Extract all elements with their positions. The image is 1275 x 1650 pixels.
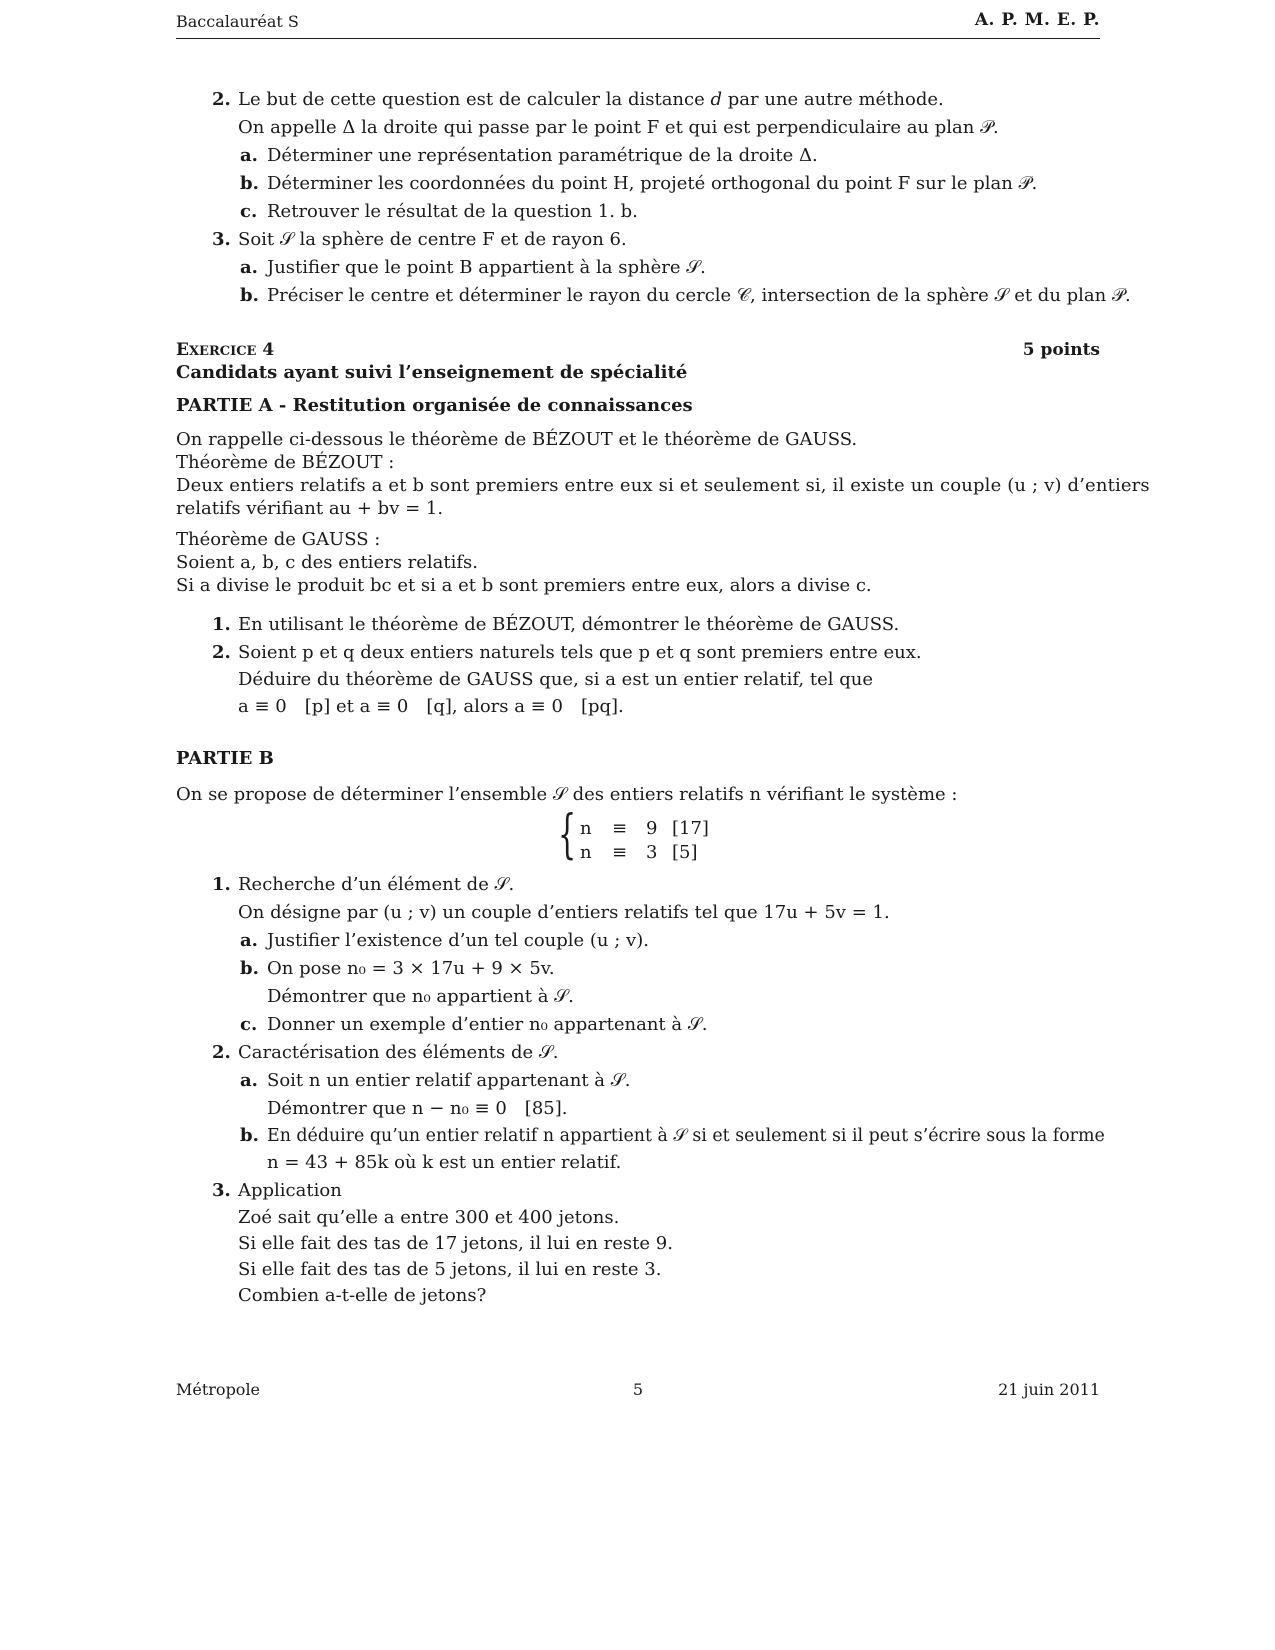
part-b-q3-line5: Combien a-t-elle de jetons? [238, 1285, 487, 1306]
page-content [176, 86, 1150, 1309]
part-b-q2-line1: 2. Caractérisation des éléments de 𝒮. [212, 1042, 559, 1063]
document-page [176, 0, 1150, 1650]
ex3-q3b: b. Préciser le centre et déterminer le rayon du cercle 𝒞, intersection de la sphère 𝒮 et du plan 𝒫. [240, 285, 1131, 306]
part-a-q2-line2: Déduire du théorème de GAUSS que, si a est un entier relatif, tel que [238, 669, 873, 690]
exercise-4-header [176, 336, 1100, 362]
ex3-q2b: b. Déterminer les coordonnées du point H, projeté orthogonal du point F sur le plan 𝒫. [240, 173, 1038, 194]
footer-date: 21 juin 2011 [998, 1380, 1100, 1399]
ex3-q2-line2: On appelle Δ la droite qui passe par le point F et qui est perpendiculaire au plan 𝒫. [238, 117, 999, 138]
header-right: A. P. M. E. P. [974, 10, 1100, 30]
bezout-statement-2: relatifs vérifiant au + bv = 1. [176, 498, 444, 519]
footer-left: Métropole [176, 1380, 261, 1399]
ex3-q2a: a. Déterminer une représentation paramétrique de la droite Δ. [240, 145, 818, 166]
ex3-q3-line1: 3. Soit 𝒮 la sphère de centre F et de rayon 6. [212, 229, 627, 250]
part-b-q2b-line1: b. En déduire qu’un entier relatif n appartient à 𝒮 si et seulement si il peut s’écrire sous la forme [240, 1125, 1105, 1146]
part-a-q1: 1. En utilisant le théorème de BÉZOUT, démontrer le théorème de GAUSS. [212, 614, 900, 635]
gauss-statement-1: Soient a, b, c des entiers relatifs. [176, 552, 479, 573]
part-b-q3-line4: Si elle fait des tas de 5 jetons, il lui en reste 3. [238, 1259, 662, 1280]
part-b-q3-line1: 3. Application [212, 1180, 342, 1201]
system-brace: { [558, 805, 577, 865]
part-b-intro: On se propose de déterminer l’ensemble 𝒮 des entiers relatifs n vérifiant le système : [176, 784, 958, 805]
part-b-title: PARTIE B [176, 748, 274, 769]
exercise-4-points: 5 points [1022, 340, 1100, 360]
bezout-title: Théorème de BÉZOUT : [176, 452, 395, 473]
ex3-q2c: c. Retrouver le résultat de la question 1. b. [240, 201, 638, 222]
page-number: 5 [632, 1380, 644, 1399]
part-a-q2-line1: 2. Soient p et q deux entiers naturels tels que p et q sont premiers entre eux. [212, 642, 922, 663]
part-b-q2a-line1: a. Soit n un entier relatif appartenant à 𝒮. [240, 1070, 631, 1091]
page-header [176, 10, 1100, 39]
part-b-q2a-line2: Démontrer que n − n₀ ≡ 0 [85]. [267, 1098, 568, 1119]
part-b-q1-line1: 1. Recherche d’un élément de 𝒮. [212, 874, 515, 895]
exercise-4-subtitle: Candidats ayant suivi l’enseignement de spécialité [176, 362, 688, 383]
part-b-q3-line2: Zoé sait qu’elle a entre 300 et 400 jetons. [238, 1207, 620, 1228]
part-b-q3-line3: Si elle fait des tas de 17 jetons, il lui en reste 9. [238, 1233, 673, 1254]
congruence-system: { n ≡ 9 [17] n ≡ 3 [5] [558, 805, 709, 865]
ex3-q3a: a. Justifier que le point B appartient à la sphère 𝒮. [240, 257, 706, 278]
part-a-title: PARTIE A - Restitution organisée de connaissances [176, 395, 693, 416]
part-b-q1b-line1: b. On pose n₀ = 3 × 17u + 9 × 5v. [240, 958, 555, 979]
part-b-q2b-line2: n = 43 + 85k où k est un entier relatif. [267, 1152, 622, 1173]
ex3-q2-line1: 2. Le but de cette question est de calculer la distance d par une autre méthode. [212, 89, 944, 110]
part-b-q1c: c. Donner un exemple d’entier n₀ appartenant à 𝒮. [240, 1014, 708, 1035]
gauss-title: Théorème de GAUSS : [176, 529, 381, 550]
gauss-statement-2: Si a divise le produit bc et si a et b sont premiers entre eux, alors a divise c. [176, 575, 872, 596]
part-b-q1b-line2: Démontrer que n₀ appartient à 𝒮. [267, 986, 574, 1007]
exercise-4-title: EXERCICE 4 [176, 340, 275, 360]
part-b-q1-line2: On désigne par (u ; v) un couple d’entiers relatifs tel que 17u + 5v = 1. [238, 902, 890, 923]
part-a-q2-line3: a ≡ 0 [p] et a ≡ 0 [q], alors a ≡ 0 [pq]. [238, 696, 624, 717]
header-left: Baccalauréat S [176, 12, 299, 31]
part-a-intro: On rappelle ci-dessous le théorème de BÉZOUT et le théorème de GAUSS. [176, 429, 858, 450]
bezout-statement-1: Deux entiers relatifs a et b sont premiers entre eux si et seulement si, il existe un couple (u ; v) d’entiers [176, 475, 1150, 496]
part-b-q1a: a. Justifier l’existence d’un tel couple (u ; v). [240, 930, 649, 951]
